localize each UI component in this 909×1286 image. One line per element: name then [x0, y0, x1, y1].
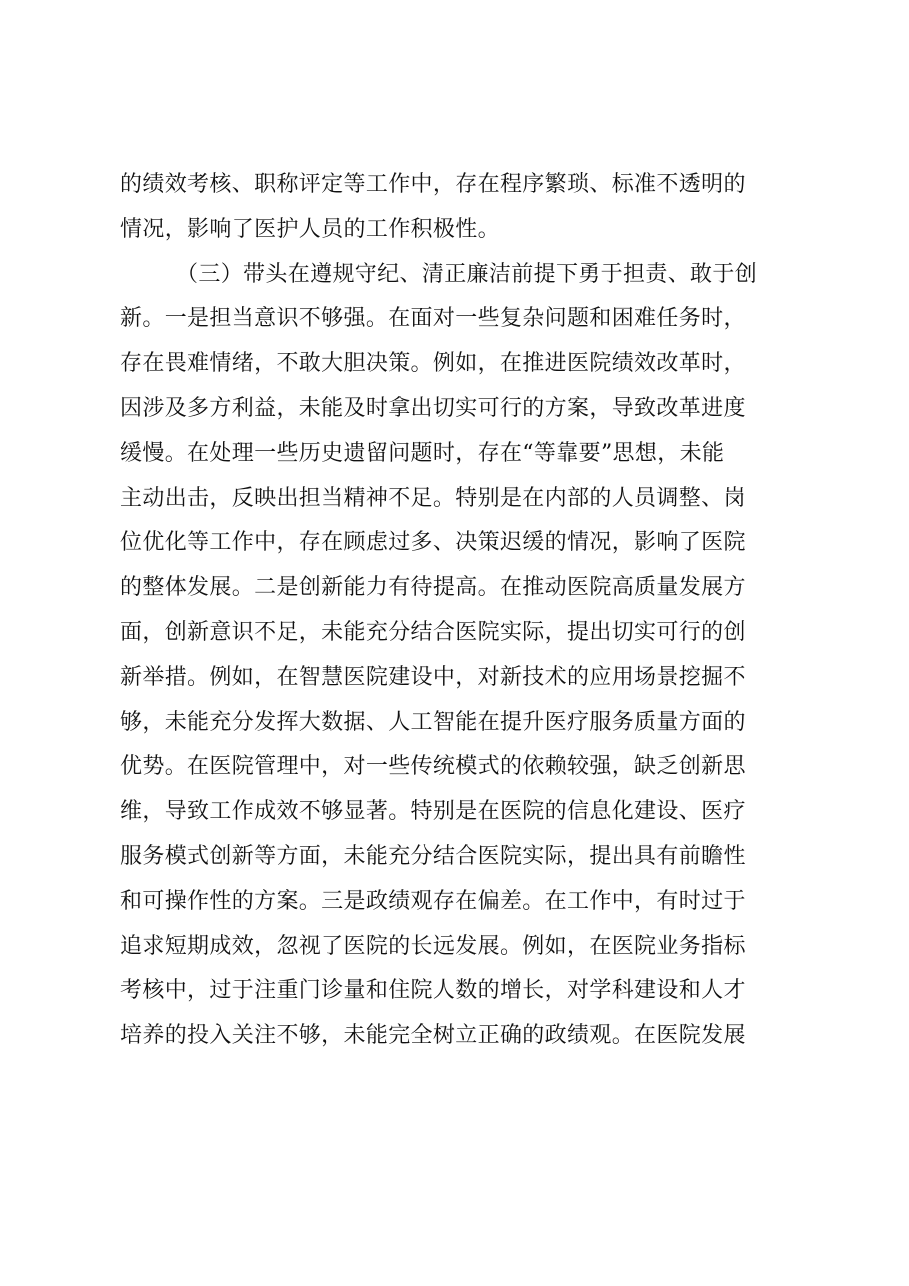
- text-line: 追求短期成效，忽视了医院的长远发展。例如，在医院业务指标: [120, 933, 746, 959]
- text-line: 情况，影响了医护人员的工作积极性。: [120, 216, 500, 242]
- text-line: 培养的投入关注不够，未能完全树立正确的政绩观。在医院发展: [120, 1023, 746, 1049]
- text-line: 主动出击，反映出担当精神不足。特别是在内部的人员调整、岗: [120, 485, 746, 511]
- text-line: 面，创新意识不足，未能充分结合医院实际，提出切实可行的创: [120, 619, 746, 645]
- section-heading-line: （三）带头在遵规守纪、清正廉洁前提下勇于担责、敢于创: [176, 261, 758, 287]
- body-text: [120, 163, 785, 1059]
- text-line: 新。一是担当意识不够强。在面对一些复杂问题和困难任务时，: [120, 306, 746, 332]
- text-line: 维，导致工作成效不够显著。特别是在医院的信息化建设、医疗: [120, 799, 746, 825]
- text-line: 够，未能充分发挥大数据、人工智能在提升医疗服务质量方面的: [120, 709, 746, 735]
- text-line: 服务模式创新等方面，未能充分结合医院实际，提出具有前瞻性: [120, 843, 746, 869]
- text-line: 优势。在医院管理中，对一些传统模式的依赖较强，缺乏创新思: [120, 754, 746, 780]
- text-line: 的绩效考核、职称评定等工作中，存在程序繁琐、标准不透明的: [120, 172, 746, 197]
- text-line: 因涉及多方利益，未能及时拿出切实可行的方案，导致改革进度: [120, 395, 746, 421]
- text-line: 位优化等工作中，存在顾虑过多、决策迟缓的情况，影响了医院: [120, 530, 746, 556]
- text-line: 新举措。例如，在智慧医院建设中，对新技术的应用场景挖掘不: [120, 664, 746, 690]
- text-line: 存在畏难情绪，不敢大胆决策。例如，在推进医院绩效改革时，: [120, 351, 746, 377]
- text-line: 缓慢。在处理一些历史遗留问题时，存在“等靠要”思想，未能: [120, 440, 725, 466]
- text-line: 和可操作性的方案。三是政绩观存在偏差。在工作中，有时过于: [120, 888, 746, 914]
- text-line: 的整体发展。二是创新能力有待提高。在推动医院高质量发展方: [120, 575, 746, 601]
- text-line: 考核中，过于注重门诊量和住院人数的增长，对学科建设和人才: [120, 978, 746, 1004]
